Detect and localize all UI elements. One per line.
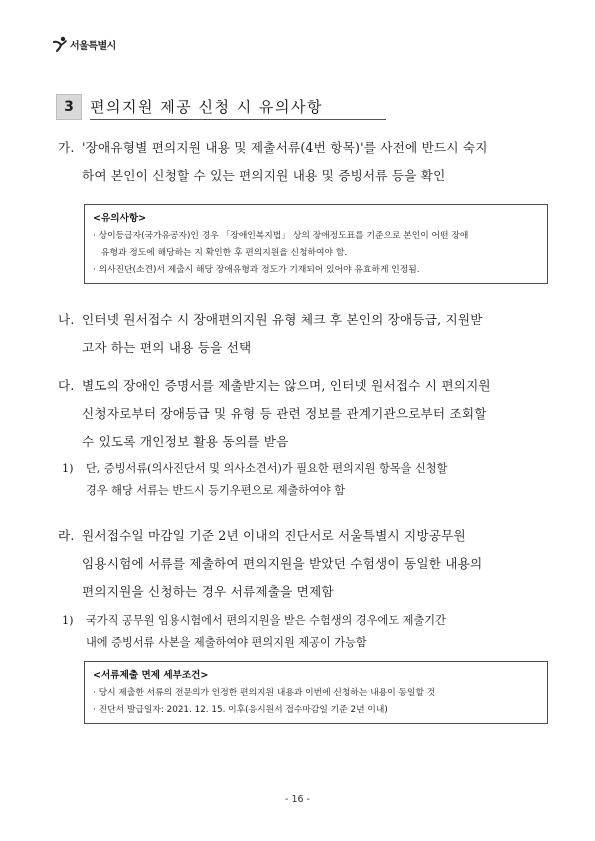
section-number: 3 [56,94,82,120]
sub-text: 단, 증빙서류(의사진단서 및 의사소견서)가 필요한 편의지원 항목을 신청할 [86,462,448,475]
section-title-wrap [90,94,386,120]
section-heading [56,94,386,120]
note-line: · 의사진단(소견)서 제출시 해당 장애유형과 정도가 기재되어 있어야 유효하게 인정됨. [93,265,420,275]
item-text: 원서접수일 마감일 기준 2년 이내의 진단서로 서울특별시 지방공무원 [82,528,466,543]
sub-text: 내에 증빙서류 사본을 제출하여야 편의지원 제공이 가능함 [86,636,367,649]
item-da-sub [62,458,548,502]
seoul-logo-icon [52,36,68,52]
item-text: 임용시험에 서류를 제출하여 편의지원을 받았던 수험생이 동일한 내용의 [82,556,483,571]
note-title: <서류제출 면제 세부조건> [93,670,209,681]
sub-text: 국가직 공무원 임용시험에서 편의지원을 받은 수험생의 경우에도 제출기간 [86,614,446,627]
note-line: · 진단서 발급일자: 2021. 12. 15. 이후(응시원서 접수마감일 기준 2년 이내) [93,705,388,715]
note-line: · 당시 제출한 서류의 전문의가 인정한 편의지원 내용과 이번에 신청하는 내용이 동일할 것 [93,688,436,698]
sub-text: 경우 해당 서류는 반드시 등기우편으로 제출하여야 함 [86,484,346,497]
item-marker: 나. [58,312,75,327]
page-number: - 16 - [285,794,310,805]
header-logo [52,36,116,52]
item-ga [58,134,548,190]
exemption-notebox [84,661,548,724]
item-text: 하여 본인이 신청할 수 있는 편의지원 내용 및 증빙서류 등을 확인 [82,168,446,183]
caution-notebox [84,204,548,284]
item-marker: 다. [58,378,75,393]
item-text: '장애유형별 편의지원 내용 및 제출서류(4번 항목)'를 사전에 반드시 숙지 [82,140,488,155]
item-ra [58,522,548,606]
item-text: 수 있도록 개인정보 활용 동의를 받음 [82,434,289,449]
section-title: 편의지원 제공 신청 시 유의사항 [90,98,323,116]
sub-marker: 1) [62,462,74,475]
note-title: <유의사항> [93,213,147,224]
item-da [58,372,548,456]
item-ra-sub [62,610,548,654]
note-line: · 상이등급자(국가유공자)인 경우 「장애인복지법」 상의 장애정도표를 기준으로 본인이 어떤 장애 [93,231,469,241]
item-text: 신청자로부터 장애등급 및 유형 등 관련 정보를 관계기관으로부터 조회할 [82,406,487,421]
item-na [58,306,548,362]
note-line: 유형과 정도에 해당하는 지 확인한 후 편의지원을 신청하여야 함. [101,248,348,258]
item-text: 인터넷 원서접수 시 장애편의지원 유형 체크 후 본인의 장애등급, 지원받 [82,312,483,327]
item-text: 별도의 장애인 증명서를 제출받지는 않으며, 인터넷 원서접수 시 편의지원 [82,378,491,393]
item-text: 고자 하는 편의 내용 등을 선택 [82,340,252,355]
item-text: 편의지원을 신청하는 경우 서류제출을 면제함 [82,584,334,599]
item-marker: 라. [58,528,75,543]
sub-marker: 1) [62,614,74,627]
item-marker: 가. [58,140,75,155]
logo-text: 서울특별시 [70,40,116,52]
